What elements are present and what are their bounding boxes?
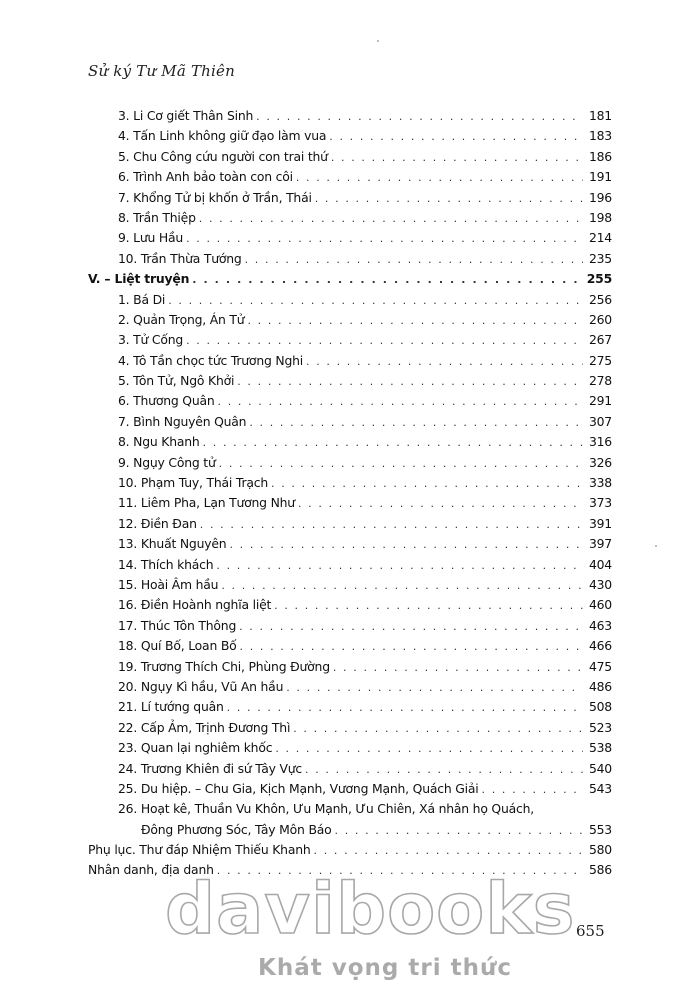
toc-entry-title: V. – Liệt truyện	[88, 271, 190, 287]
dot-leader	[186, 331, 583, 351]
toc-entry-page: 466	[588, 638, 612, 654]
dot-leader	[229, 535, 583, 555]
toc-entry-title: 13. Khuất Nguyên	[118, 536, 227, 552]
toc-entry-title: 11. Liêm Pha, Lạn Tương Như	[118, 495, 295, 511]
toc-entry	[88, 126, 612, 146]
toc-entry	[88, 636, 612, 656]
toc-entry	[88, 534, 612, 554]
dot-leader	[221, 576, 583, 596]
dot-leader	[306, 352, 583, 372]
toc-entry-title: 3. Li Cơ giết Thân Sinh	[118, 108, 254, 123]
dot-leader	[239, 617, 583, 637]
toc-entry-title: 23. Quan lại nghiêm khốc	[118, 740, 273, 756]
toc-entry	[88, 167, 612, 187]
toc-entry-page: 538	[588, 740, 612, 756]
dot-leader	[296, 168, 583, 188]
toc-entry	[88, 575, 612, 595]
toc-entry-page: 391	[588, 515, 612, 531]
toc-entry	[88, 228, 612, 248]
dot-leader	[219, 454, 583, 474]
toc-entry	[88, 351, 612, 371]
toc-entry-title: 18. Quí Bố, Loan Bố	[118, 638, 237, 654]
dot-leader	[482, 780, 583, 800]
toc-entry-title: 24. Trương Khiên đi sứ Tây Vực	[118, 760, 303, 776]
toc-entry-title: 25. Du hiệp. – Chu Gia, Kịch Mạnh, Vương Mạnh, Quách Giải	[118, 780, 479, 796]
toc-entry	[88, 657, 612, 677]
dot-leader	[168, 291, 583, 311]
toc-entry-page: 181	[588, 108, 612, 123]
dot-leader	[199, 209, 583, 229]
toc-entry-title: 3. Tử Cống	[118, 332, 184, 348]
toc-entry	[88, 779, 612, 799]
toc-entry	[88, 188, 612, 208]
dot-leader	[249, 413, 583, 433]
toc-entry-page: 475	[588, 658, 612, 674]
dot-leader	[240, 637, 583, 657]
toc-entry-title: 9. Lưu Hầu	[118, 230, 184, 246]
toc-entry-title: 7. Khổng Tử bị khốn ở Trần, Thái	[118, 189, 312, 205]
page-speck	[655, 545, 657, 547]
toc-entry-title: 5. Chu Công cứu người con trai thứ	[118, 148, 328, 164]
toc-entry	[88, 616, 612, 636]
dot-leader	[203, 433, 583, 453]
dot-leader	[237, 372, 583, 392]
toc-entry-title: 5. Tôn Tử, Ngô Khởi	[118, 373, 235, 389]
toc-entry-page: 553	[588, 821, 612, 837]
toc-entry-title: 10. Trần Thừa Tướng	[118, 250, 242, 266]
toc-entry-page: 404	[588, 556, 612, 572]
toc-entry	[88, 555, 612, 575]
running-head: Sử ký Tư Mã Thiên	[88, 62, 235, 80]
toc-entry-title: 1. Bá Di	[118, 291, 166, 307]
toc-entry-page: 214	[588, 230, 612, 246]
toc-entry-page: 198	[588, 209, 612, 225]
dot-leader	[192, 270, 583, 290]
toc-entry-page: 540	[588, 760, 612, 776]
dot-leader	[186, 229, 583, 249]
toc-entry	[88, 453, 612, 473]
toc-entry-page: 256	[588, 291, 612, 307]
toc-entry	[88, 718, 612, 738]
dot-leader	[271, 474, 583, 494]
dot-leader	[286, 678, 583, 698]
dot-leader	[245, 250, 583, 270]
toc-entry-title: 7. Bình Nguyên Quân	[118, 413, 247, 429]
toc-entry-page: 191	[588, 169, 612, 185]
table-of-contents	[88, 106, 612, 881]
toc-entry-page: 586	[588, 862, 612, 878]
dot-leader	[275, 739, 583, 759]
toc-entry	[88, 330, 612, 350]
toc-entry	[88, 371, 612, 391]
toc-entry-page: 307	[588, 413, 612, 429]
toc-entry-page: 196	[588, 189, 612, 205]
toc-entry	[88, 473, 612, 493]
toc-entry-page: 267	[588, 332, 612, 348]
toc-entry	[88, 249, 612, 269]
toc-entry	[88, 391, 612, 411]
toc-entry-title: Đông Phương Sóc, Tây Môn Báo	[141, 821, 332, 837]
toc-entry-page: 486	[588, 678, 612, 694]
toc-entry-title: Phụ lục. Thư đáp Nhiệm Thiếu Khanh	[88, 842, 311, 858]
toc-entry-title: 21. Lí tướng quân	[118, 699, 224, 715]
toc-entry-title: 20. Ngụy Kì hầu, Vũ An hầu	[118, 678, 284, 694]
toc-entry	[88, 738, 612, 758]
toc-entry-title: 6. Thương Quân	[118, 393, 215, 409]
dot-leader	[293, 719, 583, 739]
watermark-slogan: Khát vọng tri thức	[258, 955, 512, 981]
toc-entry	[88, 269, 612, 289]
toc-entry-title: 8. Ngu Khanh	[118, 434, 200, 450]
dot-leader	[216, 556, 583, 576]
dot-leader	[333, 658, 583, 678]
toc-entry	[88, 290, 612, 310]
dot-leader	[200, 515, 583, 535]
dot-leader	[256, 107, 583, 127]
toc-entry	[88, 310, 612, 330]
toc-entry	[88, 820, 612, 840]
watermark-logo: davibooks	[165, 868, 576, 950]
dot-leader	[298, 494, 583, 514]
toc-entry-page: 397	[588, 536, 612, 552]
dot-leader	[331, 148, 583, 168]
toc-entry-title: Nhân danh, địa danh	[88, 862, 214, 878]
toc-entry	[88, 840, 612, 860]
toc-entry-title: 16. Điền Hoành nghĩa liệt	[118, 597, 272, 613]
toc-entry-title: 9. Ngụy Công tử	[118, 454, 216, 470]
toc-entry	[88, 759, 612, 779]
toc-entry-page: 326	[588, 454, 612, 470]
dot-leader	[218, 392, 583, 412]
dot-leader	[329, 127, 583, 147]
toc-entry	[88, 514, 612, 534]
toc-entry-page: 291	[588, 393, 612, 409]
toc-entry	[88, 677, 612, 697]
toc-entry-title: 4. Tấn Linh không giữ đạo làm vua	[118, 128, 327, 144]
toc-entry-title: 6. Trình Anh bảo toàn con côi	[118, 169, 293, 185]
toc-entry-title: 15. Hoài Âm hầu	[118, 576, 219, 592]
toc-entry-title: 19. Trương Thích Chi, Phùng Đường	[118, 658, 330, 674]
toc-entry-page: 275	[588, 352, 612, 368]
toc-entry	[88, 493, 612, 513]
toc-entry-title: 8. Trần Thiệp	[118, 209, 196, 225]
toc-entry-page: 508	[588, 699, 612, 715]
toc-entry-page: 463	[588, 617, 612, 633]
page-number: 655	[576, 922, 605, 940]
toc-entry-title: 17. Thúc Tôn Thông	[118, 617, 237, 633]
toc-entry-title: 12. Điền Đan	[118, 515, 197, 531]
toc-entry-title: 26. Hoạt kê, Thuần Vu Khôn, Ưu Mạnh, Ưu Chiên, Xá nhân họ Quách,	[118, 801, 535, 817]
toc-entry	[88, 595, 612, 615]
toc-entry	[88, 208, 612, 228]
toc-entry	[88, 147, 612, 167]
toc-entry-page: 260	[588, 311, 612, 327]
dot-leader	[247, 311, 583, 331]
toc-entry-page: 186	[588, 148, 612, 164]
page-speck	[377, 40, 379, 42]
toc-entry-page: 338	[588, 475, 612, 491]
toc-entry-title: 4. Tô Tần chọc tức Trương Nghi	[118, 352, 303, 368]
toc-entry-page: 460	[588, 597, 612, 613]
dot-leader	[305, 760, 583, 780]
dot-leader	[335, 821, 583, 841]
toc-entry-page: 373	[588, 495, 612, 511]
dot-leader	[274, 596, 583, 616]
toc-entry-title: 22. Cấp Ảm, Trịnh Đương Thì	[118, 719, 291, 735]
toc-entry	[88, 106, 612, 126]
toc-entry-title: 14. Thích khách	[118, 556, 214, 572]
toc-entry-page: 278	[588, 373, 612, 389]
dot-leader	[227, 698, 583, 718]
dot-leader	[315, 189, 583, 209]
toc-entry-page: 430	[588, 576, 612, 592]
toc-entry-title: 2. Quản Trọng, Án Tử	[118, 311, 245, 327]
toc-entry-page: 183	[588, 128, 612, 144]
toc-entry-page: 543	[588, 780, 612, 796]
toc-entry	[88, 697, 612, 717]
toc-entry-page: 235	[588, 250, 612, 266]
toc-entry-page: 255	[586, 271, 612, 287]
toc-entry-title: 10. Phạm Tuy, Thái Trạch	[118, 475, 269, 491]
toc-entry	[88, 412, 612, 432]
toc-entry-page: 523	[588, 719, 612, 735]
toc-entry-page: 316	[588, 434, 612, 450]
toc-entry	[88, 799, 612, 819]
toc-entry	[88, 432, 612, 452]
toc-entry-page: 580	[588, 842, 612, 858]
dot-leader	[314, 841, 583, 861]
